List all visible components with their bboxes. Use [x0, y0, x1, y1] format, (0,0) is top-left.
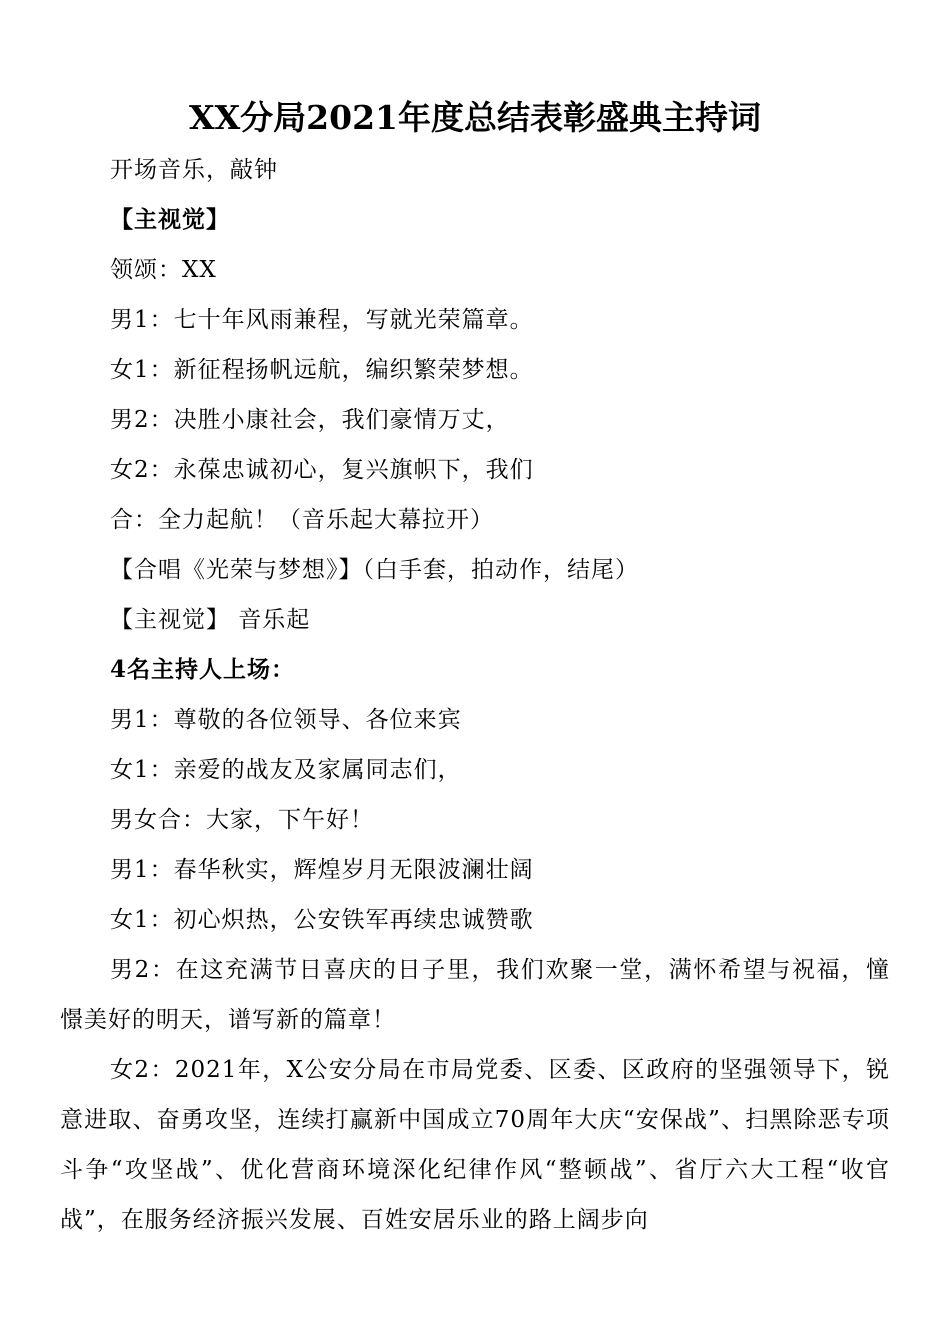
text-paragraph: 女2：2021年，X公安分局在市局党委、区委、区政府的坚强领导下，锐意进取、奋勇攻坚，连续打赢新中国成立70周年大庆“安保战”、扫黑除恶专项斗争“攻坚战”、优化营商环境深化纪律作风“整顿战”、省厅六大工程“收官战”，在服务经济振兴发展、百姓安居乐业的路上阔步向: [60, 1057, 890, 1233]
text-line: 【主视觉】 音乐起: [110, 607, 311, 633]
text-line: 男2：决胜小康社会，我们豪情万丈，: [110, 407, 510, 433]
text-line: 女2：永葆忠诚初心，复兴旗帜下，我们: [110, 457, 534, 483]
text-line: 男1：七十年风雨兼程，写就光荣篇章。: [110, 307, 534, 333]
text-line: 开场音乐，敲钟: [110, 157, 278, 183]
text-line: 【合唱《光荣与梦想》】（白手套，拍动作，结尾）: [110, 557, 639, 583]
text-line: 女1：初心炽热，公安铁军再续忠诚赞歌: [110, 907, 534, 933]
text-line: 【主视觉】: [110, 206, 230, 233]
text-line: 4名主持人上场：: [110, 656, 296, 683]
document-title: XX分局2021年度总结表彰盛典主持词: [188, 98, 762, 137]
text-paragraph: 男2：在这充满节日喜庆的日子里，我们欢聚一堂，满怀希望与祝福，憧憬美好的明天，谱写新的篇章！: [60, 957, 890, 1033]
text-line: 合：全力起航！（音乐起大幕拉开）: [110, 507, 494, 533]
text-line: 男1：尊敬的各位领导、各位来宾: [110, 707, 462, 733]
text-line: 女1：亲爱的战友及家属同志们，: [110, 757, 462, 783]
text-line: 女1：新征程扬帆远航，编织繁荣梦想。: [110, 357, 534, 383]
text-line: 男1：春华秋实，辉煌岁月无限波澜壮阔: [110, 857, 534, 883]
text-line: 领颂：XX: [110, 257, 217, 283]
text-line: 男女合：大家，下午好！: [110, 807, 374, 833]
